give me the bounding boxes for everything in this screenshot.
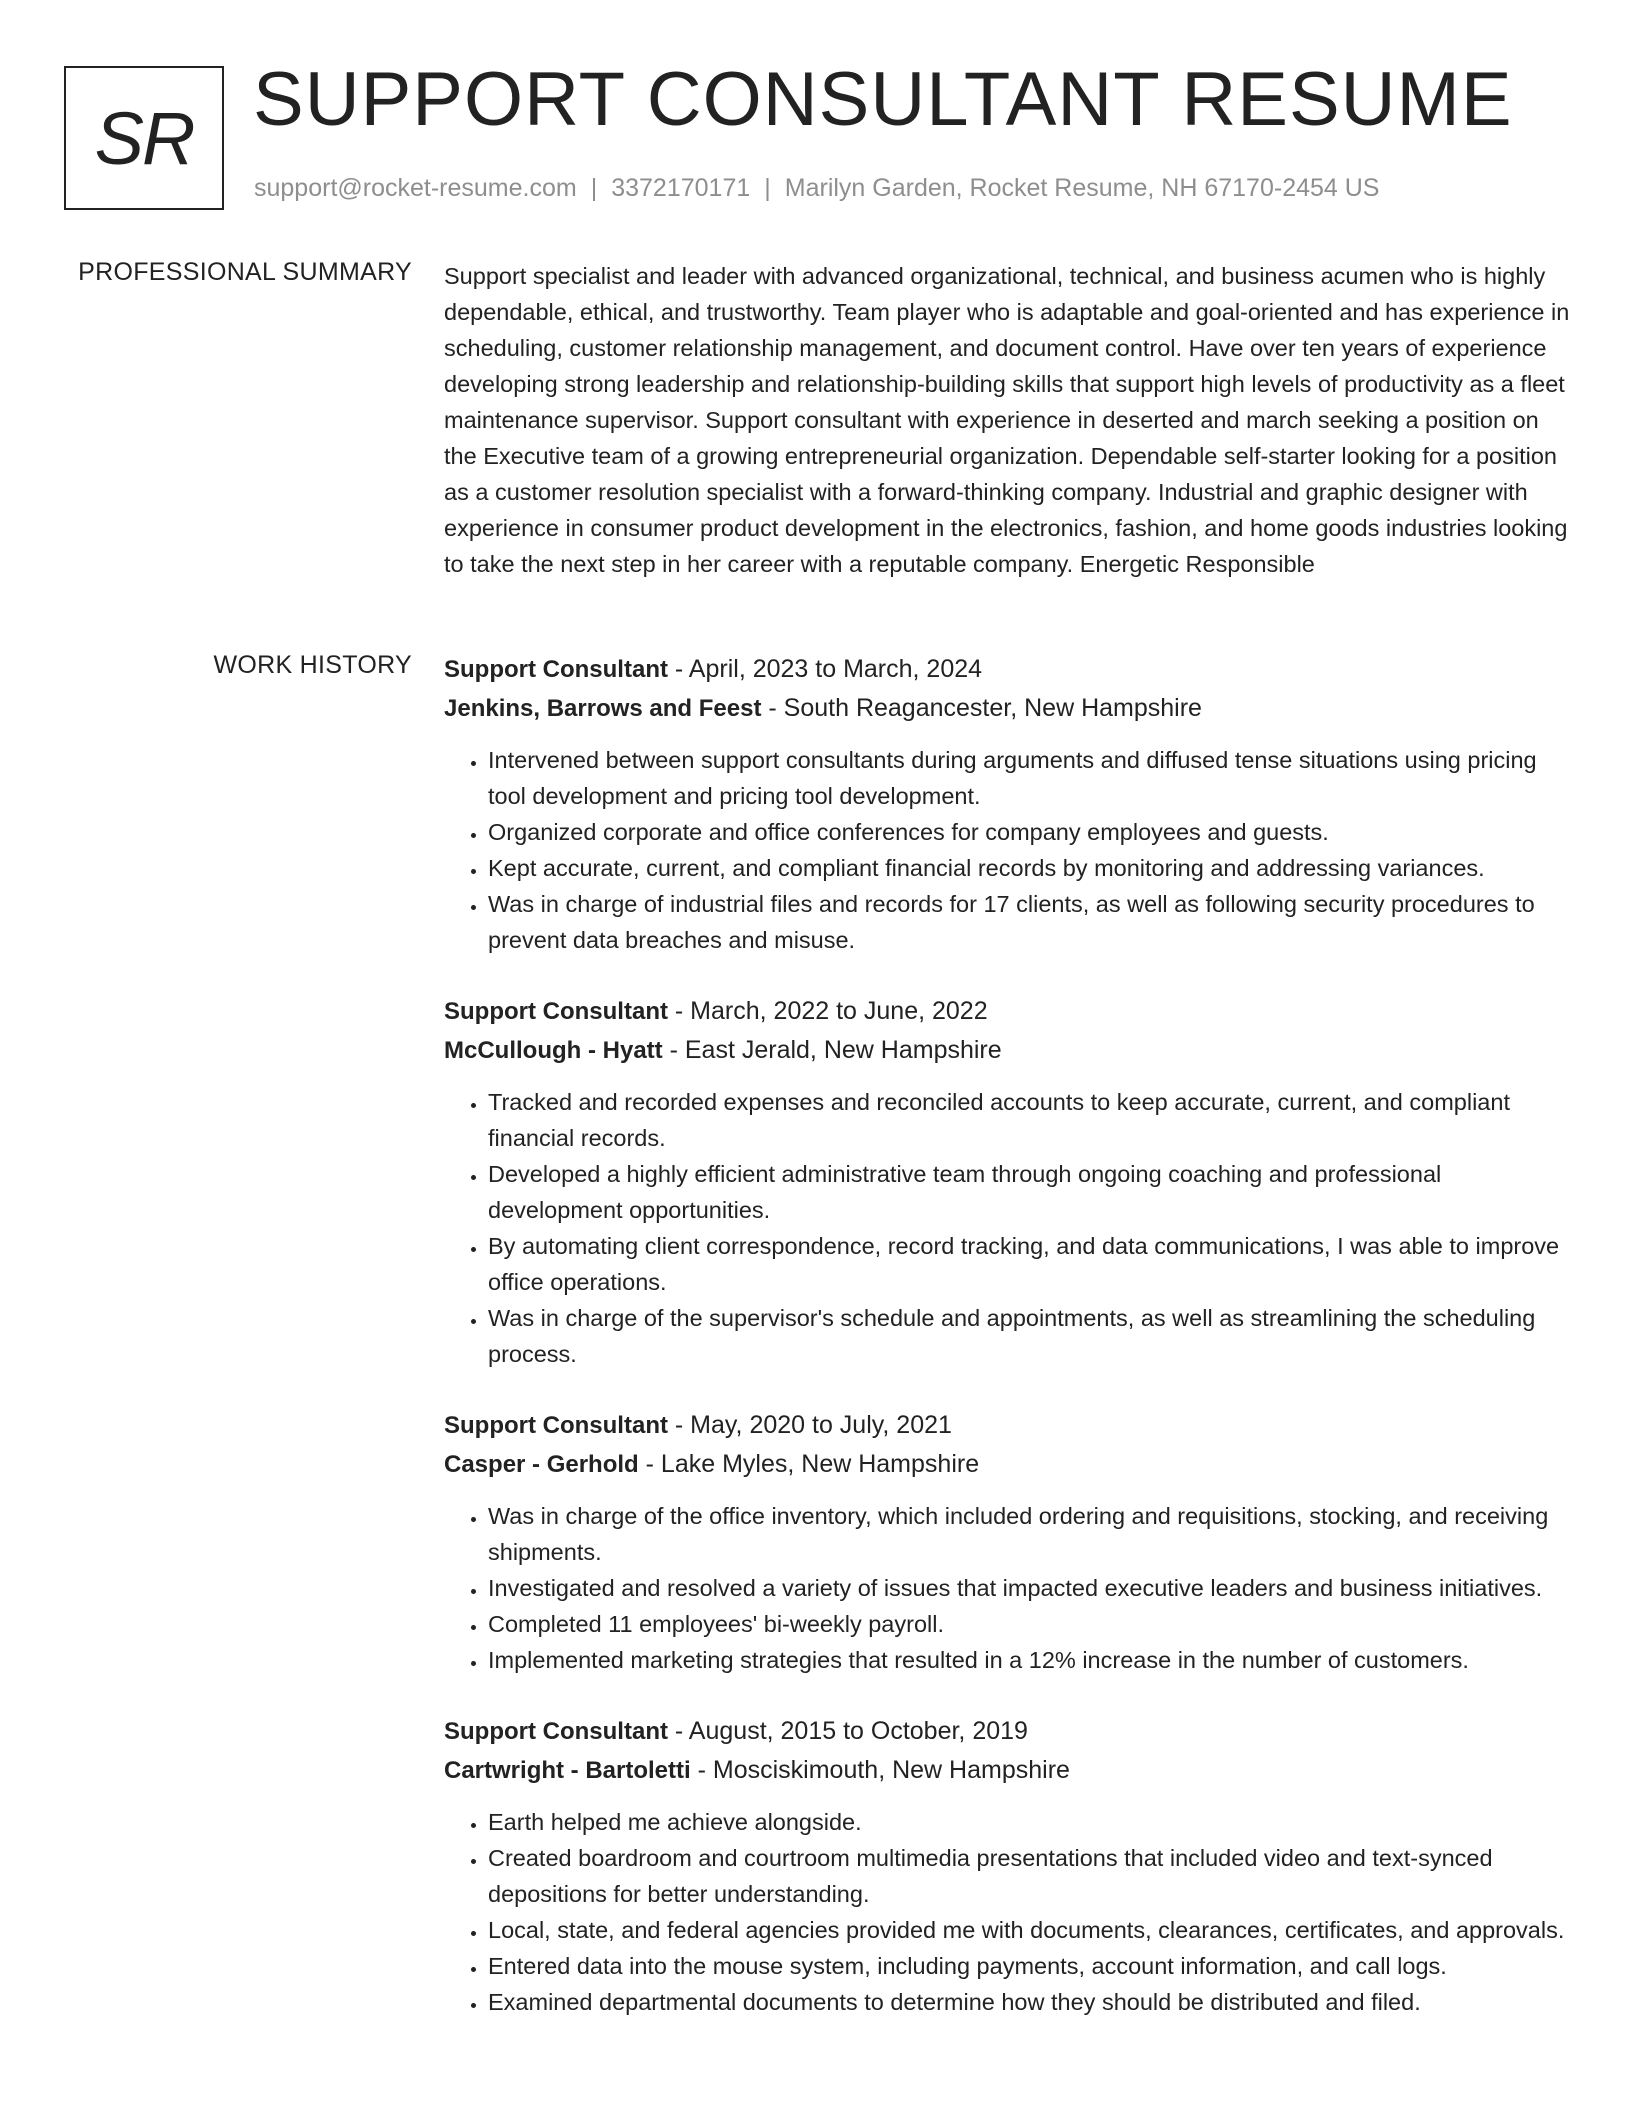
job-bullet: • Organized corporate and office conferences for company employees and guests. — [488, 814, 1574, 850]
job-company-line — [444, 1751, 1574, 1790]
job-title: Support Consultant — [444, 1718, 668, 1745]
contact-address: Marilyn Garden, Rocket Resume, NH 67170-2454 US — [784, 174, 1380, 202]
work-history-list — [444, 650, 1574, 2054]
professional-summary-text: Support specialist and leader with advanced organizational, technical, and business acumen who is highly dependable, ethical, and trustworthy. Team player who is adaptable and goal-oriented and has experience in scheduling, customer relationship management, and document control. Have over ten years of experience developing strong leadership and relationship-building skills that support high levels of productivity as a fleet maintenance supervisor. Support consultant with experience in deserted and march seeking a position on the Executive team of a growing entrepreneurial organization. Dependable self-starter looking for a position as a customer resolution specialist with a forward-thinking company. Industrial and graphic designer with experience in consumer product development in the electronics, fashion, and home goods industries looking to take the next step in her career with a reputable company. Energetic Responsible — [444, 263, 1570, 577]
job-company-line — [444, 1031, 1574, 1070]
job-entry — [444, 1712, 1574, 2020]
job-entry — [444, 650, 1574, 958]
monogram-badge: SR — [64, 66, 224, 210]
job-title-line — [444, 992, 1574, 1031]
job-company: McCullough - Hyatt — [444, 1037, 663, 1064]
contact-separator: | — [590, 174, 598, 202]
resume-title: SUPPORT CONSULTANT RESUME — [253, 57, 1513, 142]
section-label-work-history: WORK HISTORY — [213, 651, 412, 679]
job-bullet: • Was in charge of the office inventory, which included ordering and requisitions, stocking, and receiving shipments. — [488, 1498, 1574, 1570]
job-title-line — [444, 1406, 1574, 1445]
job-bullet: • Completed 11 employees' bi-weekly payroll. — [488, 1606, 1574, 1642]
section-label-summary: PROFESSIONAL SUMMARY — [78, 258, 412, 286]
contact-separator: | — [764, 174, 771, 202]
contact-info — [254, 174, 1379, 203]
job-company-line — [444, 689, 1574, 728]
job-title-line — [444, 650, 1574, 689]
job-bullet: • Was in charge of the supervisor's schedule and appointments, as well as streamlining the scheduling process. — [488, 1300, 1574, 1372]
job-bullet: • By automating client correspondence, record tracking, and data communications, I was able to improve office operations. — [488, 1228, 1574, 1300]
job-location: - Lake Myles, New Hampshire — [638, 1450, 980, 1478]
job-bullet: • Local, state, and federal agencies provided me with documents, clearances, certificates, and approvals. — [488, 1912, 1574, 1948]
job-entry — [444, 992, 1574, 1372]
job-bullet: • Implemented marketing strategies that resulted in a 12% increase in the number of customers. — [488, 1642, 1574, 1678]
job-location: - South Reagancester, New Hampshire — [761, 694, 1202, 722]
job-bullet: • Earth helped me achieve alongside. — [488, 1804, 1574, 1840]
job-bullet: • Created boardroom and courtroom multimedia presentations that included video and text-synced depositions for better understanding. — [488, 1840, 1574, 1912]
job-bullet: • Intervened between support consultants during arguments and diffused tense situations using pricing tool development and pricing tool development. — [488, 742, 1574, 814]
job-bullets — [444, 742, 1574, 958]
job-bullet: • Examined departmental documents to determine how they should be distributed and filed. — [488, 1984, 1574, 2020]
job-bullet: • Was in charge of industrial files and records for 17 clients, as well as following security procedures to prevent data breaches and misuse. — [488, 886, 1574, 958]
job-title: Support Consultant — [444, 998, 668, 1025]
job-dates: - April, 2023 to March, 2024 — [667, 655, 983, 683]
job-dates: - May, 2020 to July, 2021 — [667, 1411, 952, 1439]
job-company: Jenkins, Barrows and Feest — [444, 695, 762, 722]
job-location: - Mosciskimouth, New Hampshire — [690, 1756, 1070, 1784]
job-bullet: • Developed a highly efficient administrative team through ongoing coaching and professional development opportunities. — [488, 1156, 1574, 1228]
job-bullets — [444, 1498, 1574, 1678]
job-bullets — [444, 1084, 1574, 1372]
job-title: Support Consultant — [444, 1412, 668, 1439]
job-title: Support Consultant — [444, 656, 668, 683]
job-bullet: • Tracked and recorded expenses and reconciled accounts to keep accurate, current, and compliant financial records. — [488, 1084, 1574, 1156]
contact-email: support@rocket-resume.com — [254, 174, 577, 202]
job-bullet: • Entered data into the mouse system, including payments, account information, and call logs. — [488, 1948, 1574, 1984]
job-bullet: • Investigated and resolved a variety of issues that impacted executive leaders and business initiatives. — [488, 1570, 1574, 1606]
job-title-line — [444, 1712, 1574, 1751]
contact-phone: 3372170171 — [611, 174, 751, 202]
job-dates: - August, 2015 to October, 2019 — [667, 1717, 1028, 1745]
job-company: Casper - Gerhold — [444, 1451, 639, 1478]
job-dates: - March, 2022 to June, 2022 — [667, 997, 988, 1025]
job-company: Cartwright - Bartoletti — [444, 1757, 691, 1784]
job-bullets — [444, 1804, 1574, 2020]
job-entry — [444, 1406, 1574, 1678]
job-location: - East Jerald, New Hampshire — [662, 1036, 1002, 1064]
job-bullet: • Kept accurate, current, and compliant financial records by monitoring and addressing variances. — [488, 850, 1574, 886]
job-company-line — [444, 1445, 1574, 1484]
